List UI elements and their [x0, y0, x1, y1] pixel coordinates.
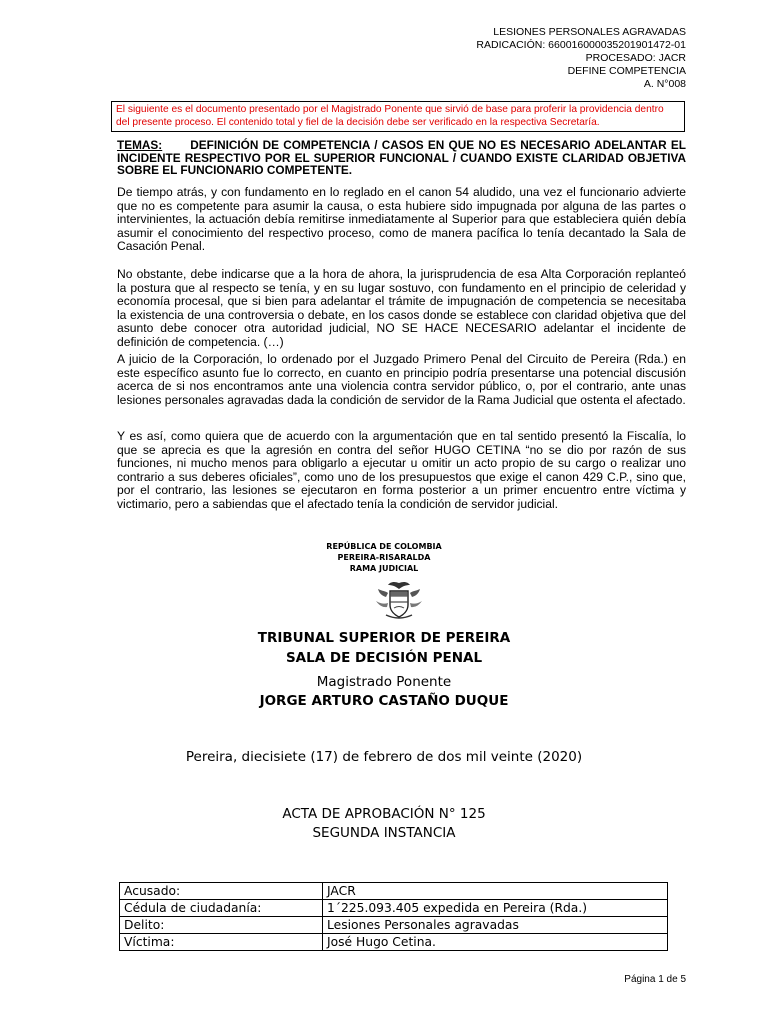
table-value: Lesiones Personales agravadas [323, 917, 668, 934]
case-header [476, 26, 686, 91]
header-line: DEFINE COMPETENCIA [567, 65, 686, 77]
disclaimer-notice: El siguiente es el documento presentado por el Magistrado Ponente que sirvió de base para proferir la providencia dentro del presente proceso. El contenido total y fiel de la decisión debe ser verificado en la respectiva Secretaría. [111, 101, 685, 132]
table-row [120, 900, 668, 917]
table-row [120, 934, 668, 951]
court-chamber: SALA DE DECISIÓN PENAL [285, 650, 483, 666]
header-line: A. N°008 [643, 78, 686, 90]
paragraph: A juicio de la Corporación, lo ordenado por el Juzgado Primero Penal del Circuito de Pereira (Rda.) en este específico asunto fue lo correcto, en cuanto en principio podría presentarse una potencial discusión acerca de si nos encontramos ante una violencia contra servidor público, o, por el contrario, ante unas lesiones personales agravadas dada la condición de servidor de la Rama Judicial que ostenta el afectado. [117, 352, 686, 407]
emblem-caption [0, 541, 768, 574]
temas-block [117, 139, 686, 177]
magistrate-name: JORGE ARTURO CASTAÑO DUQUE [259, 693, 509, 709]
acta-number: ACTA DE APROBACIÓN N° 125 [282, 806, 486, 822]
page-number: Página 1 de 5 [624, 974, 686, 985]
table-key: Cédula de ciudadanía: [120, 900, 323, 917]
court-name: TRIBUNAL SUPERIOR DE PEREIRA [257, 630, 511, 646]
table-key: Víctima: [120, 934, 323, 951]
table-row [120, 883, 668, 900]
table-value: 1´225.093.405 expedida en Pereira (Rda.) [323, 900, 668, 917]
table-value: JACR [323, 883, 668, 900]
table-row [120, 917, 668, 934]
table-key: Acusado: [120, 883, 323, 900]
instance-label: SEGUNDA INSTANCIA [312, 825, 456, 841]
paragraph: Y es así, como quiera que de acuerdo con la argumentación que en tal sentido presentó la Fiscalía, lo que se aprecia es que la agresión en contra del señor HUGO CETINA “no se dio por razón de sus funciones, ni mucho menos para obligarlo a ejecutar u omitir un acto propio de su cargo o realizar uno contrario a sus deberes oficiales”, como uno de los presupuestos que exige el canon 429 C.P., sino que, por el contrario, las lesiones se ejecutaron en forma posterior a un primer encuentro entre víctima y victimario, pero a sabiendas que el afectado tenía la condición de servidor judicial. [117, 429, 686, 511]
document-date: Pereira, diecisiete (17) de febrero de dos mil veinte (2020) [185, 749, 583, 765]
paragraph: No obstante, debe indicarse que a la hora de ahora, la jurisprudencia de esa Alta Corporación replanteó la postura que al respecto se tenía, y en su lugar sostuvo, con fundamento en el principio de celeridad y economía procesal, que si bien para adelantar el trámite de impugnación de competencia se necesitaba la existencia de una controversia o debate, en los casos donde se establece con claridad objetiva que del asunto debe conocer otra autoridad judicial, NO SE HACE NECESARIO adelantar el incidente de definición de competencia. (…) [117, 267, 686, 349]
header-line: PROCESADO: JACR [585, 52, 686, 64]
magistrate-label: Magistrado Ponente [316, 674, 452, 690]
table-key: Delito: [120, 917, 323, 934]
header-line: RADICACIÓN: 660016000035201901472-01 [476, 39, 686, 51]
case-info-table [119, 882, 668, 951]
emblem-line: REPÚBLICA DE COLOMBIA [326, 542, 442, 551]
court-title [0, 628, 768, 668]
paragraph: De tiempo atrás, y con fundamento en lo reglado en el canon 54 aludido, una vez el funcionario advierte que no es competente para asumir la causa, o esta hubiere sido impugnada por alguna de las partes o intervinientes, la actuación debía remitirse inmediatamente al Superior para que estableciera quién debía asumir el conocimiento del respectivo proceso, como de manera pacífica lo tenía decantado la Sala de Casación Penal. [117, 185, 686, 254]
header-line: LESIONES PERSONALES AGRAVADAS [493, 26, 686, 38]
temas-text: DEFINICIÓN DE COMPETENCIA / CASOS EN QUE NO ES NECESARIO ADELANTAR EL INCIDENTE RESPECTIVO POR EL SUPERIOR FUNCIONAL / CUANDO EXISTE CLARIDAD OBJETIVA SOBRE EL FUNCIONARIO COMPETENTE. [117, 138, 686, 177]
temas-label: TEMAS: [117, 138, 163, 152]
coat-of-arms-icon [372, 579, 426, 626]
emblem-line: RAMA JUDICIAL [349, 564, 419, 573]
table-value: José Hugo Cetina. [323, 934, 668, 951]
approval-record [0, 805, 768, 843]
emblem-line: PEREIRA-RISARALDA [337, 553, 431, 562]
